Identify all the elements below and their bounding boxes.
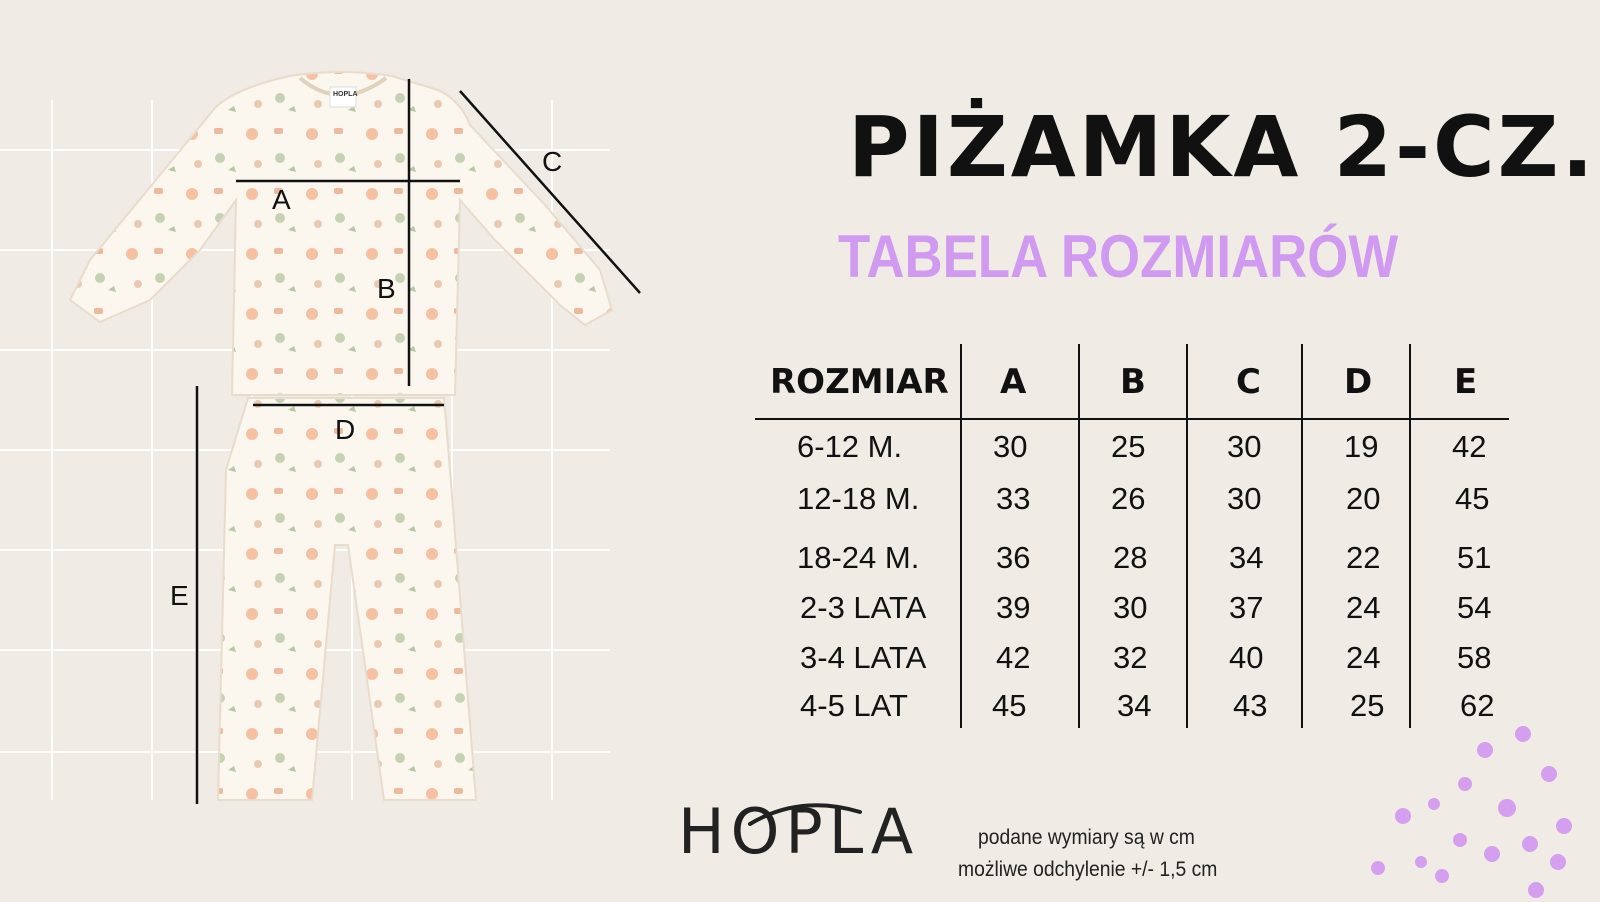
table-cell-c: 37 xyxy=(1229,590,1264,625)
decorative-dot xyxy=(1395,808,1411,824)
table-col-divider xyxy=(1186,344,1188,728)
table-cell-size: 18-24 M. xyxy=(797,540,920,575)
table-header-d: D xyxy=(1344,362,1373,402)
table-cell-e: 42 xyxy=(1452,429,1487,464)
table-col-divider xyxy=(1078,344,1080,728)
table-cell-d: 19 xyxy=(1344,429,1379,464)
table-cell-a: 39 xyxy=(996,590,1031,625)
table-cell-size: 12-18 M. xyxy=(797,481,920,516)
table-col-divider xyxy=(1301,344,1303,728)
table-cell-b: 30 xyxy=(1113,590,1148,625)
table-cell-size: 4-5 LAT xyxy=(800,688,908,723)
table-cell-size: 2-3 LATA xyxy=(800,590,927,625)
logo-swoosh-icon xyxy=(740,794,870,834)
table-cell-d: 20 xyxy=(1346,481,1381,516)
garment-tag-text: HOPLA xyxy=(333,91,358,98)
decorative-dot xyxy=(1498,799,1516,817)
table-cell-size: 3-4 LATA xyxy=(800,640,927,675)
table-cell-c: 30 xyxy=(1227,429,1262,464)
table-cell-d: 22 xyxy=(1346,540,1381,575)
table-cell-a: 36 xyxy=(996,540,1031,575)
table-cell-e: 54 xyxy=(1457,590,1492,625)
decorative-dot xyxy=(1528,882,1544,898)
page-title: PIŻAMKA 2-CZ. xyxy=(848,98,1597,196)
table-cell-e: 45 xyxy=(1455,481,1490,516)
decorative-dot xyxy=(1515,726,1531,742)
table-cell-e: 51 xyxy=(1457,540,1492,575)
table-header-size: ROZMIAR xyxy=(770,362,949,402)
table-cell-c: 40 xyxy=(1229,640,1264,675)
table-cell-c: 43 xyxy=(1233,688,1268,723)
tolerance-note: możliwe odchylenie +/- 1,5 cm xyxy=(958,858,1218,881)
decorative-dot xyxy=(1435,869,1449,883)
table-cell-b: 25 xyxy=(1111,429,1146,464)
measure-label-e: E xyxy=(170,580,189,611)
table-col-divider xyxy=(960,344,962,728)
decorative-dot xyxy=(1453,833,1467,847)
table-cell-c: 30 xyxy=(1227,481,1262,516)
measure-label-d: D xyxy=(335,414,356,445)
decorative-dot xyxy=(1522,836,1538,852)
measure-label-a: A xyxy=(272,184,291,215)
decorative-dot xyxy=(1415,856,1427,868)
table-header-a: A xyxy=(1000,362,1027,402)
decorative-dot xyxy=(1477,742,1493,758)
table-cell-a: 30 xyxy=(993,429,1028,464)
table-cell-d: 24 xyxy=(1346,640,1381,675)
table-cell-b: 28 xyxy=(1113,540,1148,575)
table-cell-d: 25 xyxy=(1350,688,1385,723)
table-header-c: C xyxy=(1236,362,1261,402)
table-cell-c: 34 xyxy=(1229,540,1264,575)
decorative-dot xyxy=(1458,777,1472,791)
decorative-dot xyxy=(1541,766,1557,782)
decorative-dot xyxy=(1550,854,1566,870)
table-cell-a: 45 xyxy=(992,688,1027,723)
table-cell-b: 34 xyxy=(1117,688,1152,723)
measure-label-c: C xyxy=(542,146,563,177)
table-cell-a: 33 xyxy=(996,481,1031,516)
table-cell-size: 6-12 M. xyxy=(797,429,903,464)
table-cell-b: 32 xyxy=(1113,640,1148,675)
page-subtitle: TABELA ROZMIARÓW xyxy=(838,223,1399,290)
table-cell-a: 42 xyxy=(996,640,1031,675)
pajama-diagram xyxy=(0,0,650,900)
table-header-divider xyxy=(755,418,1509,420)
measure-label-b: B xyxy=(377,273,396,304)
table-cell-e: 58 xyxy=(1457,640,1492,675)
decorative-dot xyxy=(1371,861,1385,875)
table-header-e: E xyxy=(1454,362,1478,402)
pajama-pants xyxy=(218,398,476,800)
decorative-dots xyxy=(1370,712,1600,902)
units-note: podane wymiary są w cm xyxy=(978,826,1195,849)
table-cell-e: 62 xyxy=(1460,688,1495,723)
decorative-dot xyxy=(1556,818,1572,834)
brand-logo: HOPLA xyxy=(678,795,920,868)
table-cell-d: 24 xyxy=(1346,590,1381,625)
table-cell-b: 26 xyxy=(1111,481,1146,516)
table-header-b: B xyxy=(1120,362,1146,402)
decorative-dot xyxy=(1428,798,1440,810)
table-col-divider xyxy=(1409,344,1411,728)
decorative-dot xyxy=(1484,846,1500,862)
